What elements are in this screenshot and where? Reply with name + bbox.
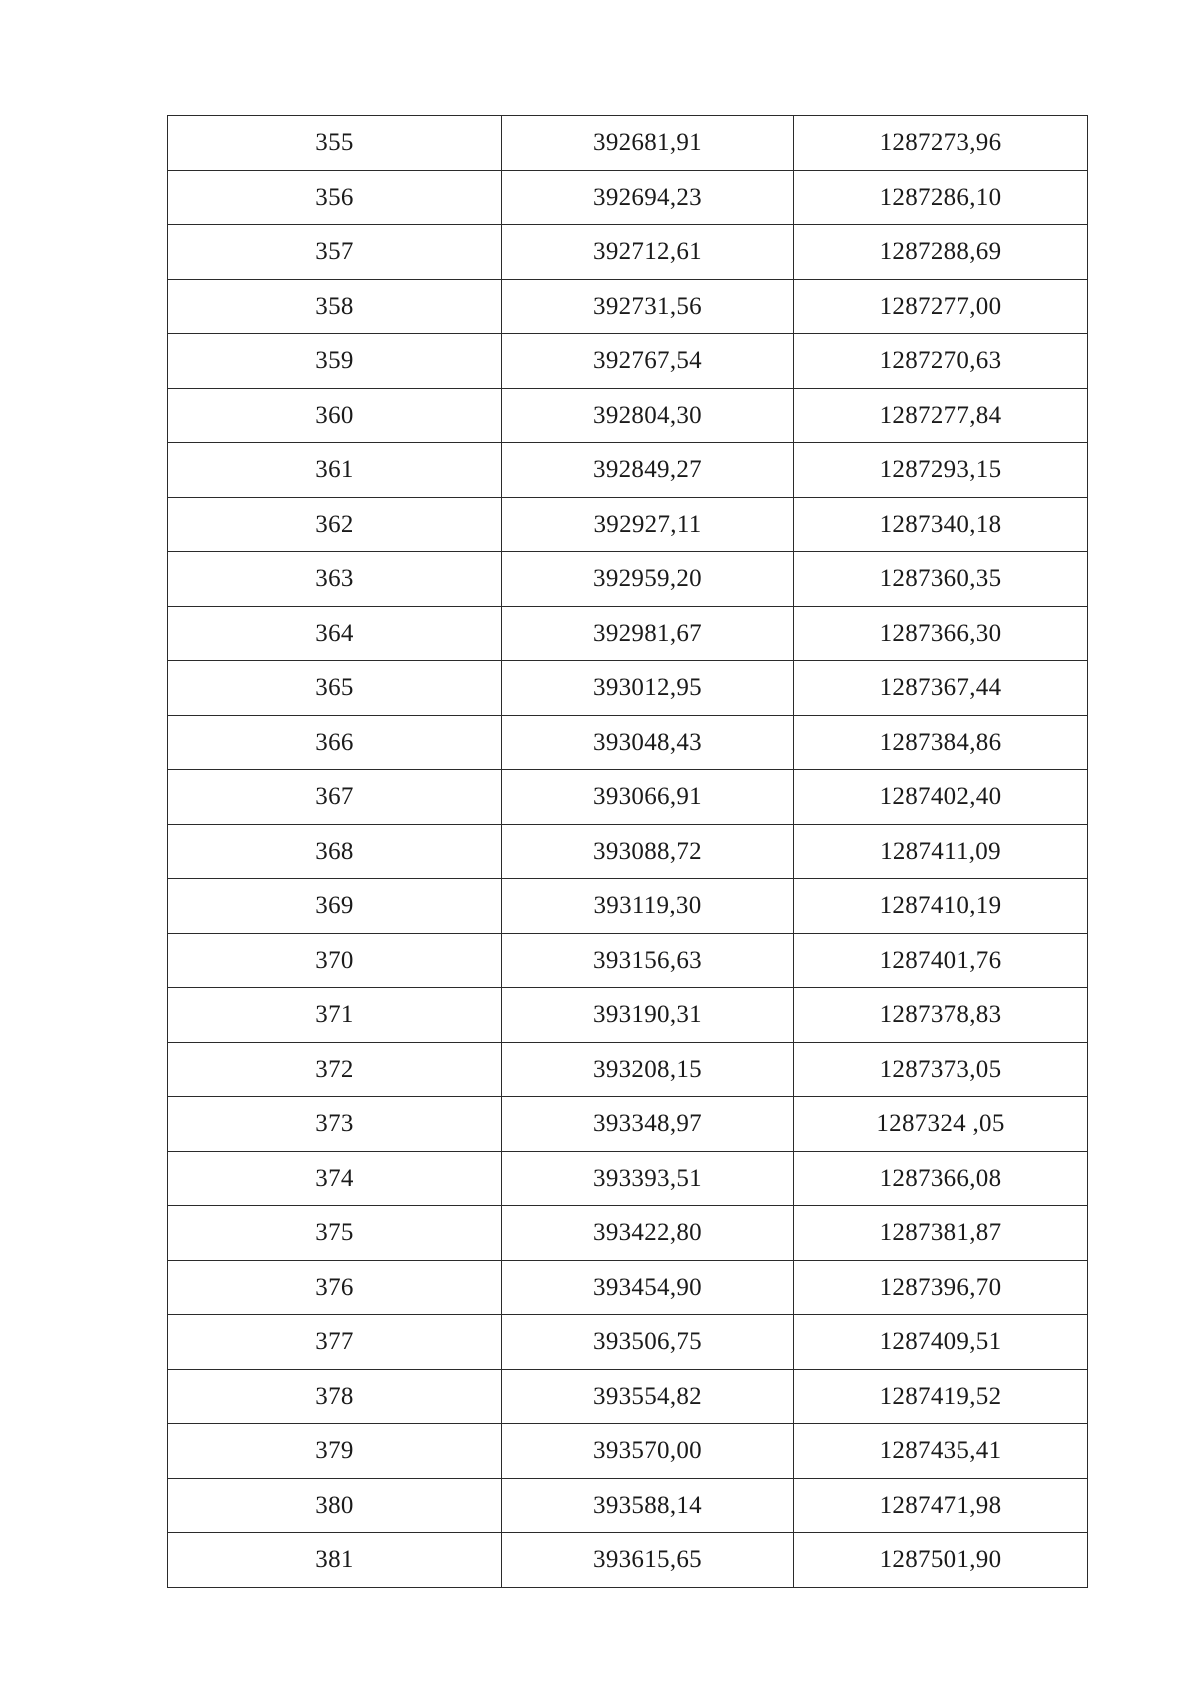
table-row (168, 988, 1088, 1043)
x-coordinate-cell: 393422,80 (502, 1206, 794, 1261)
point-number-cell: 363 (168, 552, 502, 607)
x-coordinate-cell: 393570,00 (502, 1424, 794, 1479)
x-coordinate-cell: 392804,30 (502, 388, 794, 443)
x-coordinate-cell: 393506,75 (502, 1315, 794, 1370)
point-number-cell: 356 (168, 170, 502, 225)
y-coordinate-cell: 1287277,00 (794, 279, 1088, 334)
point-number-cell: 371 (168, 988, 502, 1043)
y-coordinate-cell: 1287409,51 (794, 1315, 1088, 1370)
x-coordinate-cell: 393348,97 (502, 1097, 794, 1152)
table-row (168, 225, 1088, 280)
point-number-cell: 372 (168, 1042, 502, 1097)
y-coordinate-cell: 1287324 ,05 (794, 1097, 1088, 1152)
y-coordinate-cell: 1287396,70 (794, 1260, 1088, 1315)
point-number-cell: 370 (168, 933, 502, 988)
point-number-cell: 376 (168, 1260, 502, 1315)
point-number-cell: 379 (168, 1424, 502, 1479)
table-row (168, 661, 1088, 716)
y-coordinate-cell: 1287373,05 (794, 1042, 1088, 1097)
table-row (168, 1042, 1088, 1097)
x-coordinate-cell: 393454,90 (502, 1260, 794, 1315)
table-row (168, 606, 1088, 661)
table-row (168, 824, 1088, 879)
point-number-cell: 361 (168, 443, 502, 498)
coordinates-table-body (168, 116, 1088, 1588)
x-coordinate-cell: 392712,61 (502, 225, 794, 280)
y-coordinate-cell: 1287401,76 (794, 933, 1088, 988)
y-coordinate-cell: 1287419,52 (794, 1369, 1088, 1424)
table-row (168, 879, 1088, 934)
y-coordinate-cell: 1287435,41 (794, 1424, 1088, 1479)
x-coordinate-cell: 393208,15 (502, 1042, 794, 1097)
x-coordinate-cell: 393066,91 (502, 770, 794, 825)
x-coordinate-cell: 392681,91 (502, 116, 794, 171)
table-row (168, 1478, 1088, 1533)
x-coordinate-cell: 393156,63 (502, 933, 794, 988)
point-number-cell: 381 (168, 1533, 502, 1588)
table-row (168, 1151, 1088, 1206)
table-row (168, 497, 1088, 552)
x-coordinate-cell: 392927,11 (502, 497, 794, 552)
y-coordinate-cell: 1287340,18 (794, 497, 1088, 552)
table-row (168, 1424, 1088, 1479)
point-number-cell: 369 (168, 879, 502, 934)
x-coordinate-cell: 392731,56 (502, 279, 794, 334)
y-coordinate-cell: 1287402,40 (794, 770, 1088, 825)
y-coordinate-cell: 1287411,09 (794, 824, 1088, 879)
y-coordinate-cell: 1287293,15 (794, 443, 1088, 498)
point-number-cell: 367 (168, 770, 502, 825)
table-row (168, 1533, 1088, 1588)
point-number-cell: 357 (168, 225, 502, 280)
y-coordinate-cell: 1287273,96 (794, 116, 1088, 171)
x-coordinate-cell: 393088,72 (502, 824, 794, 879)
x-coordinate-cell: 393012,95 (502, 661, 794, 716)
point-number-cell: 359 (168, 334, 502, 389)
coordinates-table (167, 115, 1088, 1588)
point-number-cell: 355 (168, 116, 502, 171)
table-row (168, 279, 1088, 334)
table-row (168, 116, 1088, 171)
y-coordinate-cell: 1287288,69 (794, 225, 1088, 280)
point-number-cell: 365 (168, 661, 502, 716)
point-number-cell: 375 (168, 1206, 502, 1261)
y-coordinate-cell: 1287410,19 (794, 879, 1088, 934)
y-coordinate-cell: 1287366,08 (794, 1151, 1088, 1206)
y-coordinate-cell: 1287366,30 (794, 606, 1088, 661)
y-coordinate-cell: 1287384,86 (794, 715, 1088, 770)
y-coordinate-cell: 1287471,98 (794, 1478, 1088, 1533)
y-coordinate-cell: 1287270,63 (794, 334, 1088, 389)
x-coordinate-cell: 392694,23 (502, 170, 794, 225)
point-number-cell: 378 (168, 1369, 502, 1424)
table-row (168, 1206, 1088, 1261)
table-row (168, 1097, 1088, 1152)
x-coordinate-cell: 393393,51 (502, 1151, 794, 1206)
point-number-cell: 366 (168, 715, 502, 770)
x-coordinate-cell: 392959,20 (502, 552, 794, 607)
x-coordinate-cell: 393554,82 (502, 1369, 794, 1424)
table-row (168, 1260, 1088, 1315)
x-coordinate-cell: 393615,65 (502, 1533, 794, 1588)
y-coordinate-cell: 1287501,90 (794, 1533, 1088, 1588)
table-row (168, 443, 1088, 498)
point-number-cell: 358 (168, 279, 502, 334)
point-number-cell: 368 (168, 824, 502, 879)
point-number-cell: 364 (168, 606, 502, 661)
y-coordinate-cell: 1287367,44 (794, 661, 1088, 716)
point-number-cell: 374 (168, 1151, 502, 1206)
point-number-cell: 380 (168, 1478, 502, 1533)
table-row (168, 552, 1088, 607)
x-coordinate-cell: 393048,43 (502, 715, 794, 770)
x-coordinate-cell: 392849,27 (502, 443, 794, 498)
x-coordinate-cell: 392767,54 (502, 334, 794, 389)
table-row (168, 334, 1088, 389)
y-coordinate-cell: 1287277,84 (794, 388, 1088, 443)
point-number-cell: 362 (168, 497, 502, 552)
x-coordinate-cell: 393588,14 (502, 1478, 794, 1533)
table-row (168, 170, 1088, 225)
table-row (168, 388, 1088, 443)
table-row (168, 715, 1088, 770)
table-row (168, 1369, 1088, 1424)
table-row (168, 770, 1088, 825)
point-number-cell: 373 (168, 1097, 502, 1152)
x-coordinate-cell: 392981,67 (502, 606, 794, 661)
point-number-cell: 377 (168, 1315, 502, 1370)
y-coordinate-cell: 1287378,83 (794, 988, 1088, 1043)
point-number-cell: 360 (168, 388, 502, 443)
table-row (168, 933, 1088, 988)
x-coordinate-cell: 393190,31 (502, 988, 794, 1043)
y-coordinate-cell: 1287286,10 (794, 170, 1088, 225)
y-coordinate-cell: 1287381,87 (794, 1206, 1088, 1261)
x-coordinate-cell: 393119,30 (502, 879, 794, 934)
table-row (168, 1315, 1088, 1370)
y-coordinate-cell: 1287360,35 (794, 552, 1088, 607)
